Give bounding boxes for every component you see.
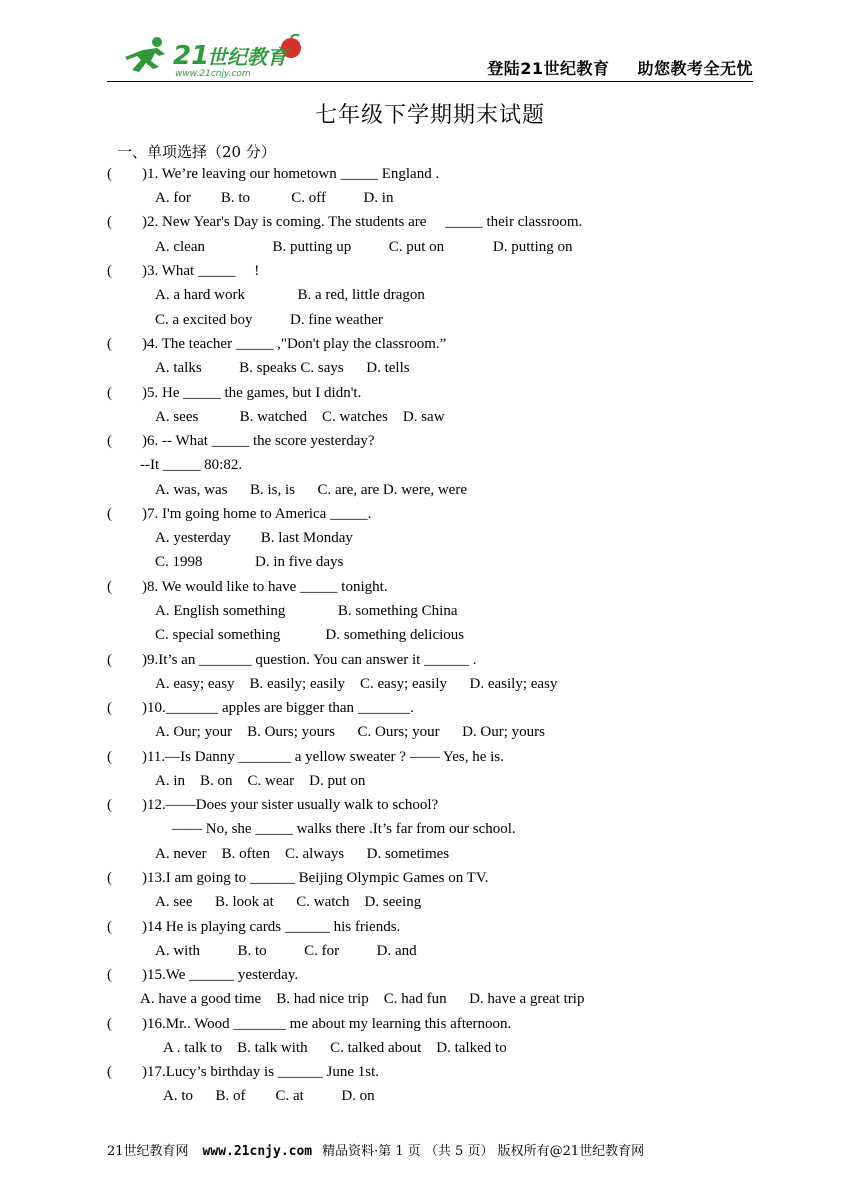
- page-header: [107, 30, 753, 82]
- question-3-options: A. a hard work B. a red, little dragon: [155, 287, 425, 303]
- question-17-options: A. to B. of C. at D. on: [163, 1088, 375, 1104]
- question-11: ( )11.—Is Danny _______ a yellow sweater ? —— Yes, he is.: [107, 749, 504, 765]
- question-3: ( )3. What _____ !: [107, 263, 260, 279]
- question-10-options: A. Our; your B. Ours; yours C. Ours; your D. Our; yours: [155, 724, 545, 740]
- svg-text:世纪教育: 世纪教育: [207, 45, 287, 69]
- question-10: ( )10._______ apples are bigger than _______.: [107, 700, 415, 716]
- footer-url-link[interactable]: www.21cnjy.com: [202, 1144, 313, 1159]
- svg-text:www.21cnjy.com: www.21cnjy.com: [175, 69, 251, 79]
- question-6-line-2: --It _____ 80:82.: [140, 457, 243, 473]
- question-12-line-2: —— No, she _____ walks there .It’s far from our school.: [172, 821, 516, 837]
- question-14: ( )14 He is playing cards ______ his friends.: [107, 919, 401, 935]
- question-2-options: A. clean B. putting up C. put on D. putting on: [155, 239, 573, 255]
- question-6: ( )6. -- What _____ the score yesterday?: [107, 433, 375, 449]
- question-4-options: A. talks B. speaks C. says D. tells: [155, 360, 410, 376]
- question-7: ( )7. I'm going home to America _____.: [107, 506, 372, 522]
- question-6-options: A. was, was B. is, is C. are, are D. were, were: [155, 482, 467, 498]
- page-title: 七年级下学期期末试题: [314, 103, 545, 128]
- site-logo[interactable]: [113, 34, 313, 80]
- question-13-options: A. see B. look at C. watch D. seeing: [155, 894, 422, 910]
- question-9-options: A. easy; easy B. easily; easily C. easy; easily D. easily; easy: [155, 676, 558, 692]
- question-2: ( )2. New Year's Day is coming. The students are _____ their classroom.: [107, 214, 583, 230]
- question-16-options: A . talk to B. talk with C. talked about D. talked to: [163, 1040, 507, 1056]
- svg-text:21: 21: [173, 41, 210, 71]
- header-divider: [107, 81, 753, 82]
- question-8-options: C. special something D. something delicious: [155, 627, 465, 643]
- question-9: ( )9.It’s an _______ question. You can answer it ______ .: [107, 652, 477, 668]
- section-heading: 一、单项选择（20 分）: [117, 143, 276, 161]
- question-4: ( )4. The teacher _____ ,"Don't play the classroom.”: [107, 336, 447, 352]
- footer-page-info: 精品资料·第 1 页 （共 5 页） 版权所有@21世纪教育网: [322, 1144, 645, 1159]
- question-5-options: A. sees B. watched C. watches D. saw: [155, 409, 445, 425]
- question-16: ( )16.Mr.. Wood _______ me about my learning this afternoon.: [107, 1016, 512, 1032]
- question-15: ( )15.We ______ yesterday.: [107, 967, 299, 983]
- question-3-options: C. a excited boy D. fine weather: [155, 312, 383, 328]
- question-11-options: A. in B. on C. wear D. put on: [155, 773, 366, 789]
- question-12-options: A. never B. often C. always D. sometimes: [155, 846, 450, 862]
- question-15-options: A. have a good time B. had nice trip C. had fun D. have a great trip: [140, 991, 585, 1007]
- slogan-left: 登陆21世纪教育: [487, 59, 610, 78]
- header-slogan: [487, 56, 753, 79]
- question-12: ( )12.——Does your sister usually walk to school?: [107, 797, 439, 813]
- question-7-options: C. 1998 D. in five days: [155, 554, 344, 570]
- question-8: ( )8. We would like to have _____ tonight.: [107, 579, 388, 595]
- footer-site-name: 21世纪教育网: [107, 1144, 189, 1159]
- question-8-options: A. English something B. something China: [155, 603, 458, 619]
- question-1: ( )1. We’re leaving our hometown _____ England .: [107, 166, 440, 182]
- page-footer: [107, 1140, 753, 1159]
- slogan-right: 助您教考全无忧: [637, 59, 753, 78]
- question-7-options: A. yesterday B. last Monday: [155, 530, 353, 546]
- question-17: ( )17.Lucy’s birthday is ______ June 1st.: [107, 1064, 380, 1080]
- question-1-options: A. for B. to C. off D. in: [155, 190, 394, 206]
- question-13: ( )13.I am going to ______ Beijing Olympic Games on TV.: [107, 870, 489, 886]
- question-5: ( )5. He _____ the games, but I didn't.: [107, 385, 362, 401]
- question-14-options: A. with B. to C. for D. and: [155, 943, 417, 959]
